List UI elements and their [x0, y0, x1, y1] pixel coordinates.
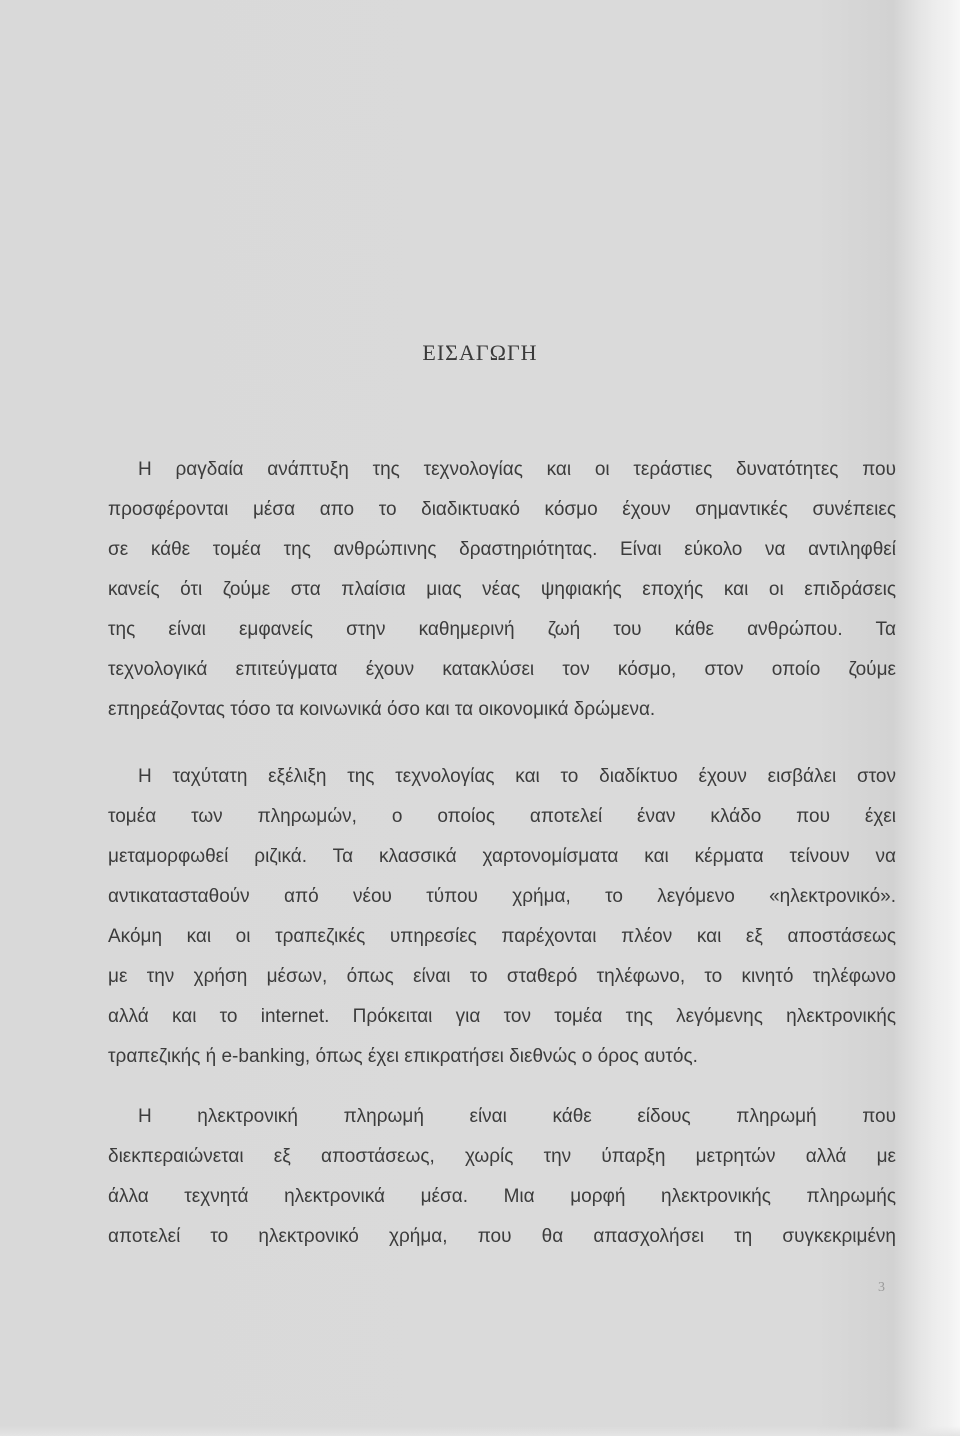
paragraph-1 — [108, 450, 896, 730]
text-line: της είναι εμφανείς στην καθημερινή ζωή του κάθε ανθρώπου. Τα — [108, 619, 896, 640]
text-line: με την χρήση μέσων, όπως είναι το σταθερό τηλέφωνο, το κινητό τηλέφωνο — [108, 966, 896, 987]
text-line: κανείς ότι ζούμε στα πλαίσια μιας νέας ψηφιακής εποχής και οι επιδράσεις — [108, 579, 896, 600]
paragraph-2 — [108, 757, 896, 1077]
text-line: σε κάθε τομέα της ανθρώπινης δραστηριότητας. Είναι εύκολο να αντιληφθεί — [108, 539, 896, 560]
text-line: άλλα τεχνητά ηλεκτρονικά μέσα. Μια μορφή ηλεκτρονικής πληρωμής — [108, 1186, 896, 1207]
page-heading: ΕΙΣΑΓΩΓΗ — [422, 340, 538, 365]
page-edge-shadow — [926, 0, 960, 1436]
text-line: αποτελεί το ηλεκτρονικό χρήμα, που θα απασχολήσει τη συγκεκριμένη — [108, 1226, 896, 1247]
text-line: Η ραγδαία ανάπτυξη της τεχνολογίας και οι τεράστιες δυνατότητες που — [138, 459, 896, 480]
text-line: Ακόμη και οι τραπεζικές υπηρεσίες παρέχονται πλέον και εξ αποστάσεως — [108, 926, 896, 947]
text-line: τραπεζικής ή e-banking, όπως έχει επικρατήσει διεθνώς ο όρος αυτός. — [108, 1046, 698, 1067]
text-line: μεταμορφωθεί ριζικά. Τα κλασσικά χαρτονομίσματα και κέρματα τείνουν να — [108, 846, 896, 867]
text-line: Η ταχύτατη εξέλιξη της τεχνολογίας και το διαδίκτυο έχουν εισβάλει στον — [138, 766, 896, 787]
text-line: Η ηλεκτρονική πληρωμή είναι κάθε είδους πληρωμή που — [138, 1106, 896, 1127]
text-line: διεκπεραιώνεται εξ αποστάσεως, χωρίς την ύπαρξη μετρητών αλλά με — [108, 1146, 896, 1167]
text-line: αντικατασταθούν από νέου τύπου χρήμα, το λεγόμενο «ηλεκτρονικό». — [108, 886, 896, 907]
paragraph-3 — [108, 1097, 896, 1257]
page-bottom-edge — [0, 1426, 960, 1436]
text-line: προσφέρονται μέσα απο το διαδικτυακό κόσμο έχουν σημαντικές συνέπειες — [108, 499, 896, 520]
text-line: τομέα των πληρωμών, ο οποίος αποτελεί έναν κλάδο που έχει — [108, 806, 896, 827]
text-line: αλλά και το internet. Πρόκειται για τον τομέα της λεγόμενης ηλεκτρονικής — [108, 1006, 896, 1027]
page-number: 3 — [878, 1280, 885, 1295]
text-line: τεχνολογικά επιτεύγματα έχουν κατακλύσει τον κόσμο, στον οποίο ζούμε — [108, 659, 896, 680]
text-line: επηρεάζοντας τόσο τα κοινωνικά όσο και τα οικονομικά δρώμενα. — [108, 699, 656, 720]
